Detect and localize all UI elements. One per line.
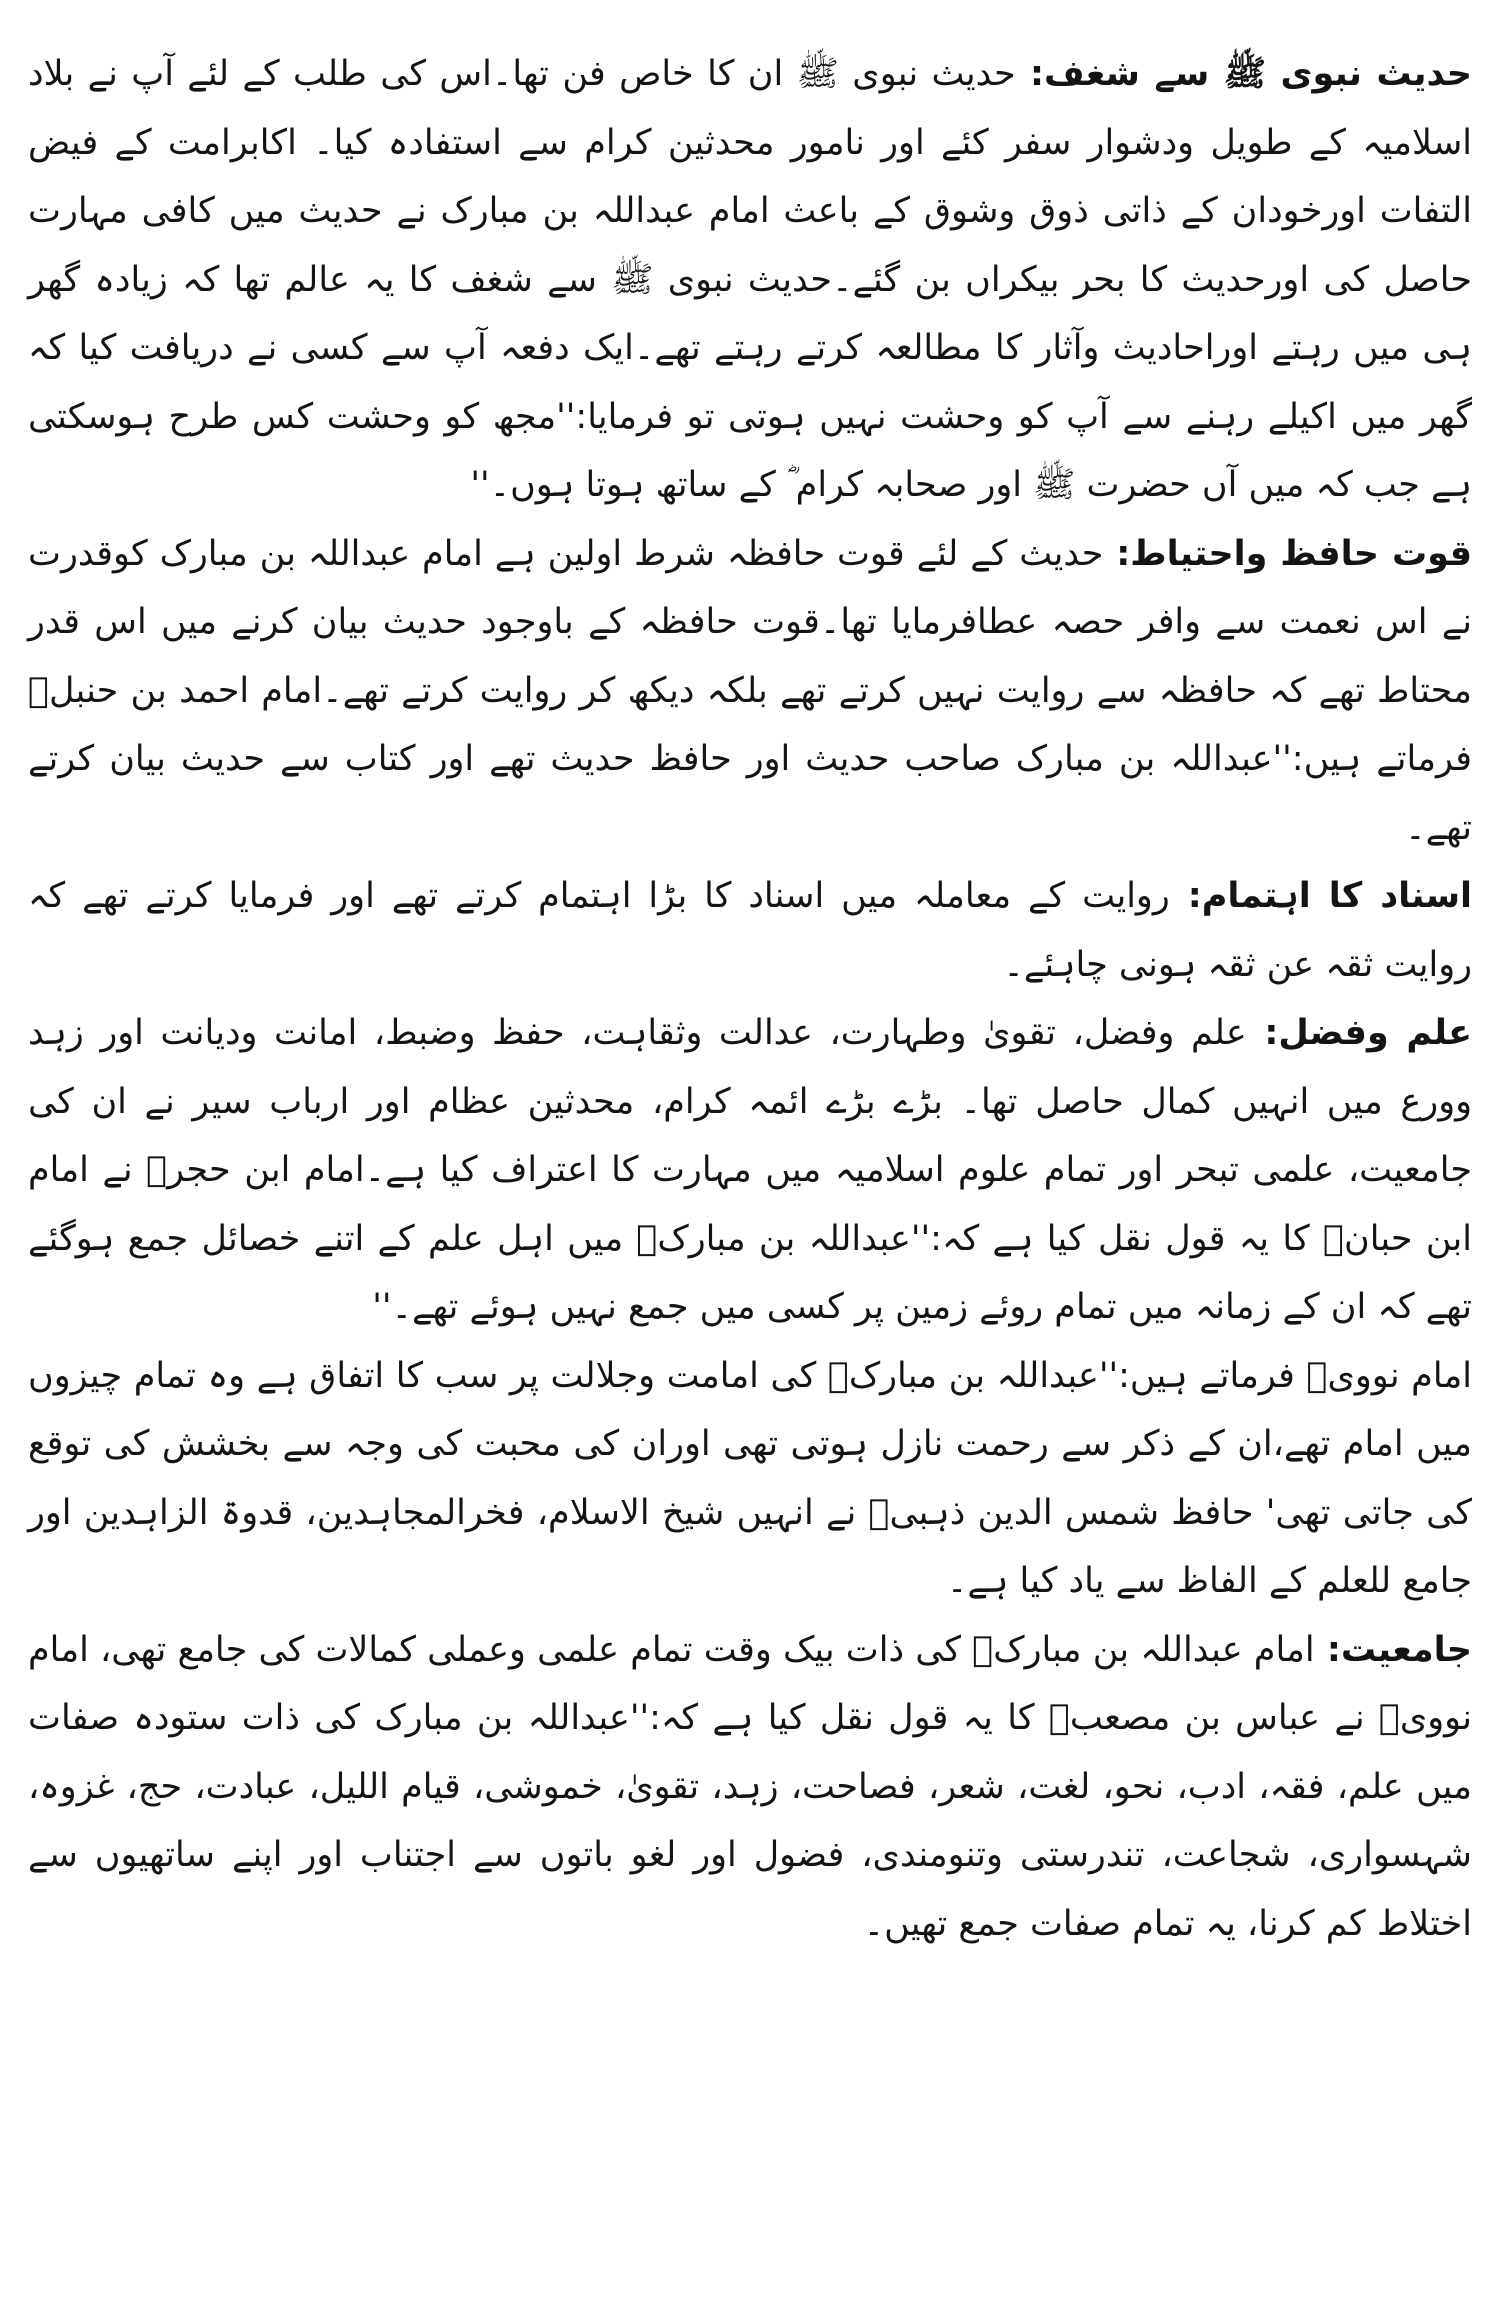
paragraph-knowledge-virtue — [28, 999, 1472, 1342]
paragraph-text: امام نوویؒ فرماتے ہیں:''عبداللہ بن مبارکؒ کی امامت وجلالت پر سب کا اتفاق ہے وہ تمام چیزوں میں امام تھے،ان کے ذکر سے رحمت نازل ہوتی تھی اوران کی محبت کی وجہ سے بخشش کی توقع کی جاتی تھی' حافظ شمس الدین ذہبیؒ نے انہیں شیخ الاسلام، فخرالمجاہدین، قدوۃ الزاہدین اور جامع للعلم کے الفاظ سے یاد کیا ہے۔ — [28, 1355, 1472, 1601]
paragraph-heading: اسناد کا اہتمام: — [1169, 876, 1473, 916]
paragraph-hadith-interest — [28, 40, 1472, 520]
paragraph-heading: حدیث نبوی ﷺ سے شغف: — [1015, 54, 1472, 94]
paragraph-text: روایت کے معاملہ میں اسناد کا بڑا اہتمام کرتے تھے اور فرمایا کرتے تھے کہ روایت ثقہ عن ثقہ ہونی چاہئے۔ — [28, 876, 1472, 985]
paragraph-text: امام عبداللہ بن مبارکؒ کی ذات بیک وقت تمام علمی وعملی کمالات کی جامع تھی، امام نوویؒ نے عباس بن مصعبؒ کا یہ قول نقل کیا ہے کہ:''عبداللہ بن مبارک کی ذات ستودہ صفات میں علم، فقہ، ادب، نحو، لغت، شعر، فصاحت، زہد، تقویٰ، خموشی، قیام اللیل، عبادت، حج، غزوہ، شہسواری، شجاعت، تندرستی وتنومندی، فضول اور لغو باتوں سے اجتناب اور اپنے ساتھیوں سے اختلاط کم کرنا، یہ تمام صفات جمع تھیں۔ — [28, 1629, 1472, 1944]
document-page — [28, 40, 1472, 2260]
paragraph-comprehensiveness — [28, 1616, 1472, 1959]
paragraph-text: حدیث کے لئے قوت حافظہ شرط اولین ہے امام عبداللہ بن مبارک کوقدرت نے اس نعمت سے وافر حصہ عطافرمایا تھا۔قوت حافظہ کے باوجود حدیث بیان کرنے میں اس قدر محتاط تھے کہ حافظہ سے روایت نہیں کرتے تھے بلکہ دیکھ کر روایت کرتے تھے۔امام احمد بن حنبلؒ فرماتے ہیں:''عبداللہ بن مبارک صاحب حدیث اور حافظ حدیث تھے اور کتاب سے حدیث بیان کرتے تھے۔ — [28, 533, 1472, 848]
paragraph-heading: علم وفضل: — [1246, 1013, 1472, 1053]
paragraph-text: حدیث نبوی ﷺ ان کا خاص فن تھا۔اس کی طلب کے لئے آپ نے بلاد اسلامیہ کے طویل ودشوار سفر کئے اور نامور محدثین کرام سے استفادہ کیا۔ اکابرامت کے فیض التفات اورخودان کے ذاتی ذوق وشوق کے باعث امام عبداللہ بن مبارک نے حدیث میں کافی مہارت حاصل کی اورحدیث کا بحر بیکراں بن گئے۔حدیث نبوی ﷺ سے شغف کا یہ عالم تھا کہ زیادہ گھر ہی میں رہتے اوراحادیث وآثار کا مطالعہ کرتے رہتے تھے۔ایک دفعہ آپ سے کسی نے دریافت کیا کہ گھر میں اکیلے رہنے سے آپ کو وحشت نہیں ہوتی تو فرمایا:''مجھ کو وحشت کس طرح ہوسکتی ہے جب کہ میں آں حضرت ﷺ اور صحابہ کرام ؓ کے ساتھ ہوتا ہوں۔'' — [28, 54, 1472, 505]
paragraph-text: علم وفضل، تقویٰ وطہارت، عدالت وثقاہت، حفظ وضبط، امانت ودیانت اور زہد وورع میں انہیں کمال حاصل تھا۔ بڑے بڑے ائمہ کرام، محدثین عظام اور ارباب سیر نے ان کی جامعیت، علمی تبحر اور تمام علوم اسلامیہ میں مہارت کا اعتراف کیا ہے۔امام ابن حجرؒ نے امام ابن حبانؒ کا یہ قول نقل کیا ہے کہ:''عبداللہ بن مبارکؒ میں اہل علم کے اتنے خصائل جمع ہوگئے تھے کہ ان کے زمانہ میں تمام روئے زمین پر کسی میں جمع نہیں ہوئے تھے۔'' — [28, 1013, 1472, 1327]
paragraph-heading: جامعیت: — [1314, 1629, 1473, 1670]
paragraph-isnad — [28, 862, 1472, 999]
paragraph-memory-caution — [28, 520, 1472, 863]
paragraph-nawawi-quote — [28, 1342, 1472, 1616]
paragraph-heading: قوت حافظ واحتیاط: — [1103, 533, 1472, 574]
